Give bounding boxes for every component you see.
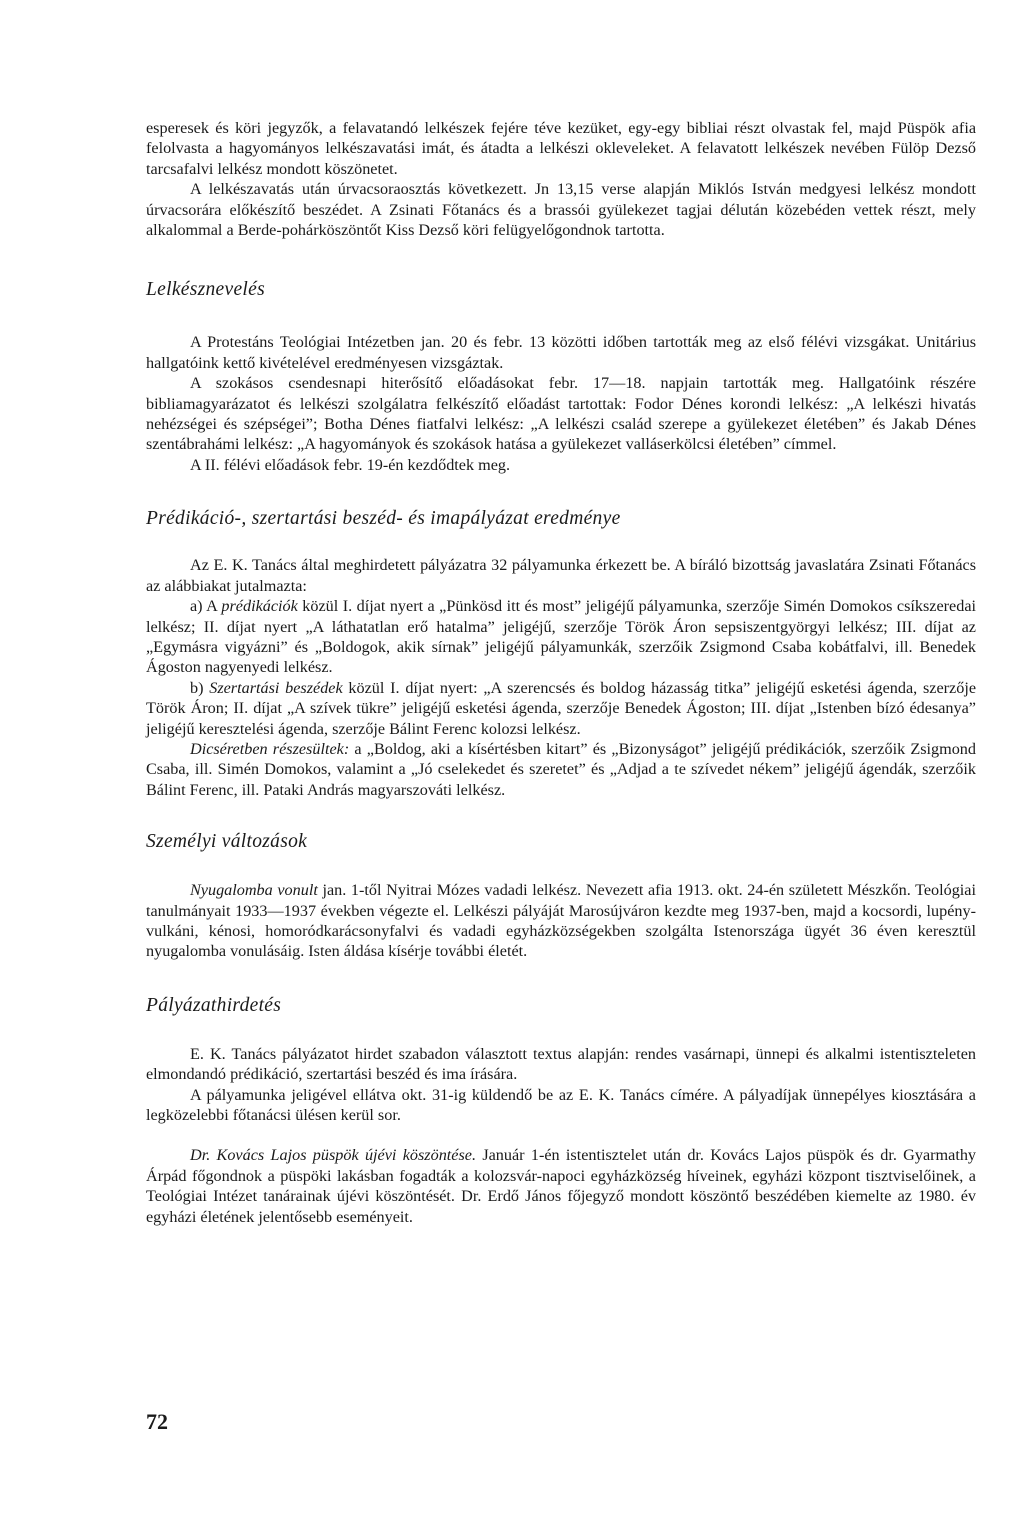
intro-paragraph-2: A lelkészavatás után úrvacsoraosztás következett. Jn 13,15 verse alapján Miklós István medgyesi lelkész mondott úrvacsorára előkészítő beszédet. A Zsinati Főtanács és a brassói gyülekezet tagjai délután közebéden vettek részt, mely alkalommal a Berde-pohárköszöntőt Kiss Dezső köri felügyelőgondnok tartotta. xyxy=(146,180,976,240)
heading-palyazat-eredmeny: Prédikáció-, szertartási beszéd- és imapályázat eredménye xyxy=(146,508,621,530)
article-page xyxy=(146,118,976,1227)
palyazathirdetes-paragraph-2: A pályamunka jeligével ellátva okt. 31-ig küldendő be az E. K. Tanács címére. A pályadíjak ünnepélyes kiosztására a legközelebbi főtanácsi ülésen kerül sor. xyxy=(146,1085,976,1124)
commendation-term: Dicséretben részesültek: xyxy=(190,739,350,758)
palyazat-eredmeny-item-a xyxy=(146,596,976,678)
lelkesznevels-paragraph-3: A II. félévi előadások febr. 19-én kezdődtek meg. xyxy=(190,455,511,474)
palyazat-eredmeny-commendation xyxy=(146,739,976,800)
koszontes-term: Dr. Kovács Lajos püspök újévi köszöntése. xyxy=(190,1146,476,1165)
heading-szemelyi-valtozasok: Személyi változások xyxy=(146,831,308,853)
item-a-label: a) A xyxy=(190,597,217,616)
item-b-label: b) xyxy=(190,678,204,697)
item-b-term: Szertartási beszédek xyxy=(209,678,343,697)
page-number: 72 xyxy=(146,1409,168,1434)
palyazathirdetes-paragraph-1: E. K. Tanács pályázatot hirdet szabadon választott textus alapján: rendes vasárnapi, ünnepi és alkalmi istentiszteleten elmondandó prédikáció, szertartási beszéd és ima írására. xyxy=(146,1044,976,1084)
item-a-text: közül I. díjat nyert a „Pünkösd itt és most” jeligéjű pályamunka, szerzője Simén Domokos csíkszeredai lelkész; II. díjat nyert „A láthatatlan erő hatalma” jeligéjű, szerzője Török Áron sepsiszentgyörgyi lelkész; III. díjat az „Egymásra vigyázni” és „Boldogok, akik sírnak” jeligéjű pályamunkák, szerzőik Zsigmond Csaba kobátfalvi, ill. Benedek Ágoston nagyenyedi lelkész. xyxy=(146,597,977,677)
szemelyi-term: Nyugalomba vonult xyxy=(190,881,318,900)
intro-paragraph-1: esperesek és köri jegyzők, a felavatandó lelkészek fejére téve kezüket, egy-egy bibliai részt olvastak fel, majd Püspök afia felolvasta a hagyományos lelkészavatási imát, és átadta a lelkészi okleveleket. A felavatott lelkészek nevében Fülöp Dezső tarcsafalvi lelkész mondott köszönetet. xyxy=(146,119,976,178)
palyazat-eredmeny-paragraph-1: Az E. K. Tanács által meghirdetett pályázatra 32 pályamunka érkezett be. A bíráló bizottság javaslatára Zsinati Főtanács az alábbiakat jutalmazta: xyxy=(146,556,976,595)
item-b-text: közül I. díjat nyert: „A szerencsés és boldog házasság titka” jeligéjű esketési ágenda, szerzője Török Áron; II. díjat „A szívek tükre” jeligéjű esketési ágenda, szerzője Benedek Ágoston; III. díjat „Istenben bízó édesanya” jeligéjű keresztelési ágenda, szerzője Bálint Ferenc kolozsi lelkész. xyxy=(146,678,976,738)
heading-palyazathirdetes: Pályázathirdetés xyxy=(146,994,282,1016)
lelkesznevels-paragraph-1: A Protestáns Teológiai Intézetben jan. 20 és febr. 13 közötti időben tartották meg az első félévi vizsgákat. Unitárius hallgatóink kettő kivételével eredményesen vizsgáztak. xyxy=(146,333,976,372)
commendation-text: a „Boldog, aki a kísértésben kitart” és „Bizonyságot” jeligéjű prédikációk, szerzőik Zsigmond Csaba, ill. Simén Domokos, valamint a „Jó cselekedet és szeretet” és „Adjad a te szívedet nékem” jeligéjű ágendák, szerzőik Bálint Ferenc, ill. Pataki András magyarszováti lelkész. xyxy=(146,739,976,799)
koszontes-paragraph xyxy=(146,1145,976,1227)
heading-lelkesznevels: Lelkésznevelés xyxy=(146,279,265,301)
lelkesznevels-paragraph-2: A szokásos csendesnapi hiterősítő előadásokat febr. 17—18. napjain tartották meg. Hallgatóink részére bibliamagyarázatot és lelkészi szolgálatra felkészítő előadást tartottak: Fodor Dénes korondi lelkész: „A lelkészi hivatás nehézségei és szépségei”; Botha Dénes fiatfalvi lelkész: „A lelkészi család szerepe a gyülekezet életében” és Jakab Dénes szentábrahámi lelkész: „A hagyományok és szokások hatása a gyülekezet valláserkölcsi életében” címmel. xyxy=(146,374,976,454)
koszontes-text: Január 1-én istentisztelet után dr. Kovács Lajos püspök és dr. Gyarmathy Árpád főgondnok a püspöki lakásban fogadták a kolozsvár-napoci egyházközség híveinek, egyházi központ tisztviselőinek, a Teológiai Intézet tanárainak újévi köszöntését. Dr. Erdő János főjegyző mondott köszöntő beszédében kiemelte az 1980. év egyházi életének jelentősebb eseményeit. xyxy=(146,1146,977,1226)
palyazat-eredmeny-item-b xyxy=(146,678,976,739)
szemelyi-text: jan. 1-től Nyitrai Mózes vadadi lelkész. Nevezett afia 1913. okt. 24-én született Mészkőn. Teológiai tanulmányait 1933—1937 években végezte el. Lelkészi pályáját Marosújváron kezdte meg 1937-ben, majd a kocsordi, lupény-vulkáni, kénosi, homoródkarácsonyfalvi és vadadi egyházközségekben szolgálta Istenországa ügyét 36 éven keresztül nyugalomba vonulásáig. Isten áldása kísérje további életét. xyxy=(146,881,976,961)
item-a-term: prédikációk xyxy=(221,597,298,616)
szemelyi-paragraph xyxy=(146,880,976,962)
